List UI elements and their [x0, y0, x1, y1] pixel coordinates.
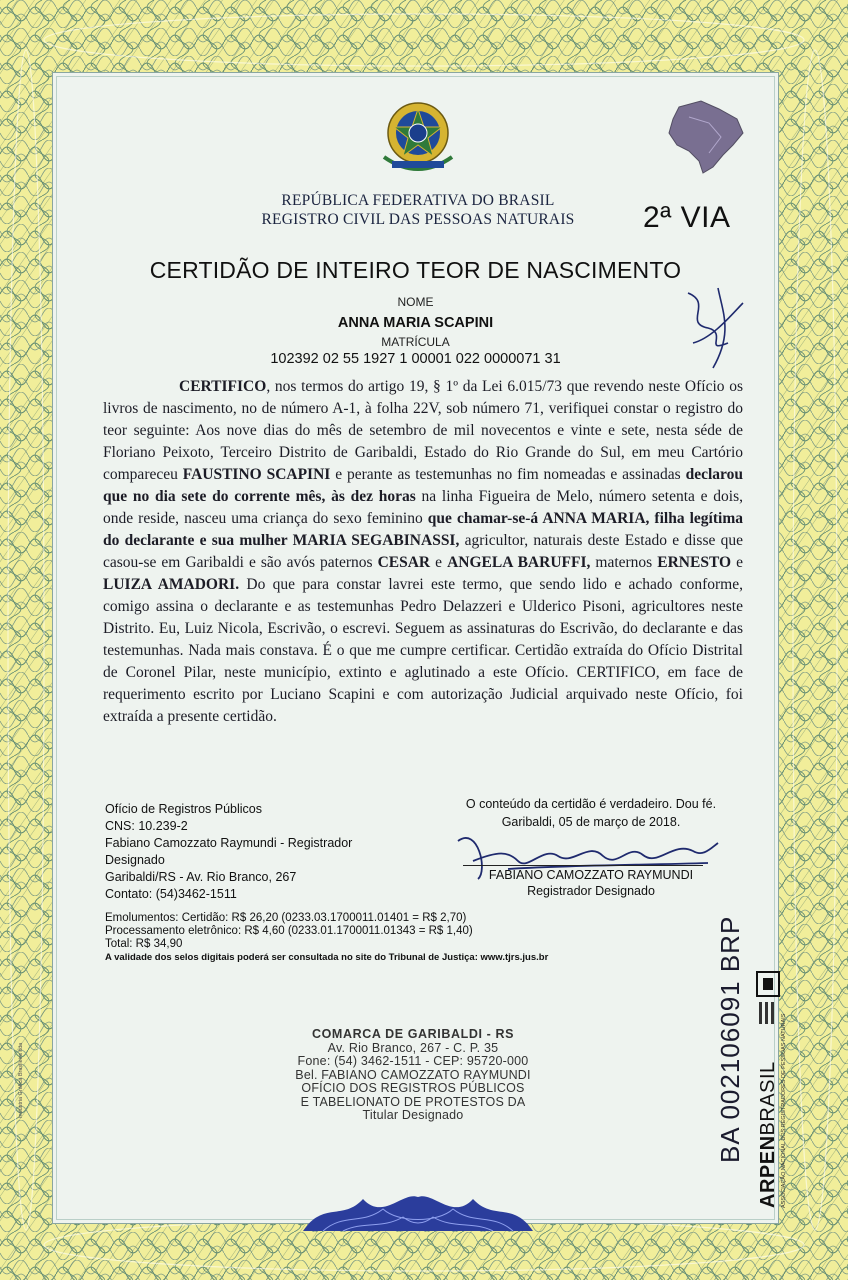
office-stamp: COMARCA DE GARIBALDI - RS Av. Rio Branco, 267 - C. P. 35 Fone: (54) 3462-1511 - CEP: 95720-000 Bel. FABIANO CAMOZZATO RAYMUNDI OFÍCIO DOS REGISTROS PÚBLICOS E TABELIONATO DE PROTESTOS DA Titular Designado — [295, 1027, 531, 1122]
certificate-page — [52, 72, 787, 1224]
arpen-subtitle: ASSOCIAÇÃO NACIONAL DOS REGISTRADORES DE PESSOAS NATURAIS — [781, 1013, 787, 1208]
issuer-header — [203, 191, 633, 229]
fees-block: Emolumentos: Certidão: R$ 26,20 (0233.03.1700011.01401 = R$ 2,70) Processamento eletrônico: R$ 4,60 (0233.01.1700011.01343 = R$ 1,40) Total: R$ 34,90 A validade dos selos digitais poderá ser consultada no site do Tribunal de Justiça: www.tjrs.jus.br — [105, 912, 549, 963]
signer-block — [441, 867, 741, 899]
signer-name: FABIANO CAMOZZATO RAYMUNDI — [488, 868, 694, 882]
registry-line: REGISTRO CIVIL DAS PESSOAS NATURAIS — [261, 211, 575, 228]
office-info: Ofício de Registros Públicos CNS: 10.239-2 Fabiano Camozzato Raymundi - Registrador Designado Garibaldi/RS - Av. Rio Branco, 267 Contato: (54)3462-1511 — [105, 802, 353, 901]
brazil-coat-of-arms-icon — [378, 95, 458, 177]
matricula-number: 102392 02 55 1927 1 00001 022 0000071 31 — [270, 351, 561, 367]
copy-number: 2ª VIA — [643, 201, 731, 234]
certificate-body-text: CERTIFICO, nos termos do artigo 19, § 1º da Lei 6.015/73 que revendo neste Ofício os livros de nascimento, no de número A-1, à folha 22V, sob número 71, verifiquei constar o registro do teor seguinte: Aos nove dias do mês de setembro de mil novecentos e vinte e sete, nesta séde de Floriano Peixoto, Terceiro Distrito de Garibaldi, Estado do Rio Grande do Sul, em meu Cartório compareceu FAUSTINO SCAPINI e perante as testemunhas no fim nomeadas e assinadas declarou que no dia sete do corrente mês, às dez horas na linha Figueira de Melo, número setenta e dois, onde reside, nasceu uma criança do sexo feminino que chamar-se-á ANNA MARIA, filha legítima do declarante e sua mulher MARIA SEGABINASSI, agricultor, naturais deste Estado e disse que casou-se em Garibaldi e são avós paternos CESAR e ANGELA BARUFFI, maternos ERNESTO e LUIZA AMADORI. Do que para constar lavrei este termo, que sendo lido e achado conforme, comigo assina o declarante e as testemunhas Pedro Delazzeri e Ulderico Pisoni, agricultores neste Distrito. Eu, Luiz Nicola, Escrivão, o escrevi. Seguem as assinaturas do Escrivão, do declarante e das testemunhas. Nada mais constava. É o que me cumpre certificar. Certidão extraída do Ofício Distrital de Coronel Pilar, neste município, extinto e aglutinado a este Ofício. CERTIFICO, em face de requerimento escrito por Luciano Scapini e com autorização Judicial arquivado neste Ofício, foi extraída a presente certidão. — [103, 378, 743, 725]
person-name: ANNA MARIA SCAPINI — [337, 315, 494, 331]
attestation-text: O conteúdo da certidão é verdadeiro. Dou fé. Garibaldi, 05 de março de 2018. — [465, 797, 717, 829]
name-label: NOME — [397, 295, 434, 309]
security-seal-rosette — [303, 1191, 533, 1231]
brazil-map-hologram-icon — [659, 97, 749, 177]
matricula-label: MATRÍCULA — [381, 335, 450, 349]
printer-imprint: Indústria Gráfica Brasileira ltda — [18, 1042, 24, 1118]
security-serial-number: BA 002106091 BRP — [715, 915, 745, 1163]
republic-line: REPÚBLICA FEDERATIVA DO BRASIL — [281, 192, 555, 209]
signature-line — [463, 865, 703, 866]
arpen-brasil-logo: ARPENBRASIL — [757, 1061, 779, 1208]
signer-role: Registrador Designado — [527, 884, 655, 898]
certificate-title: CERTIDÃO DE INTEIRO TEOR DE NASCIMENTO — [149, 257, 682, 283]
